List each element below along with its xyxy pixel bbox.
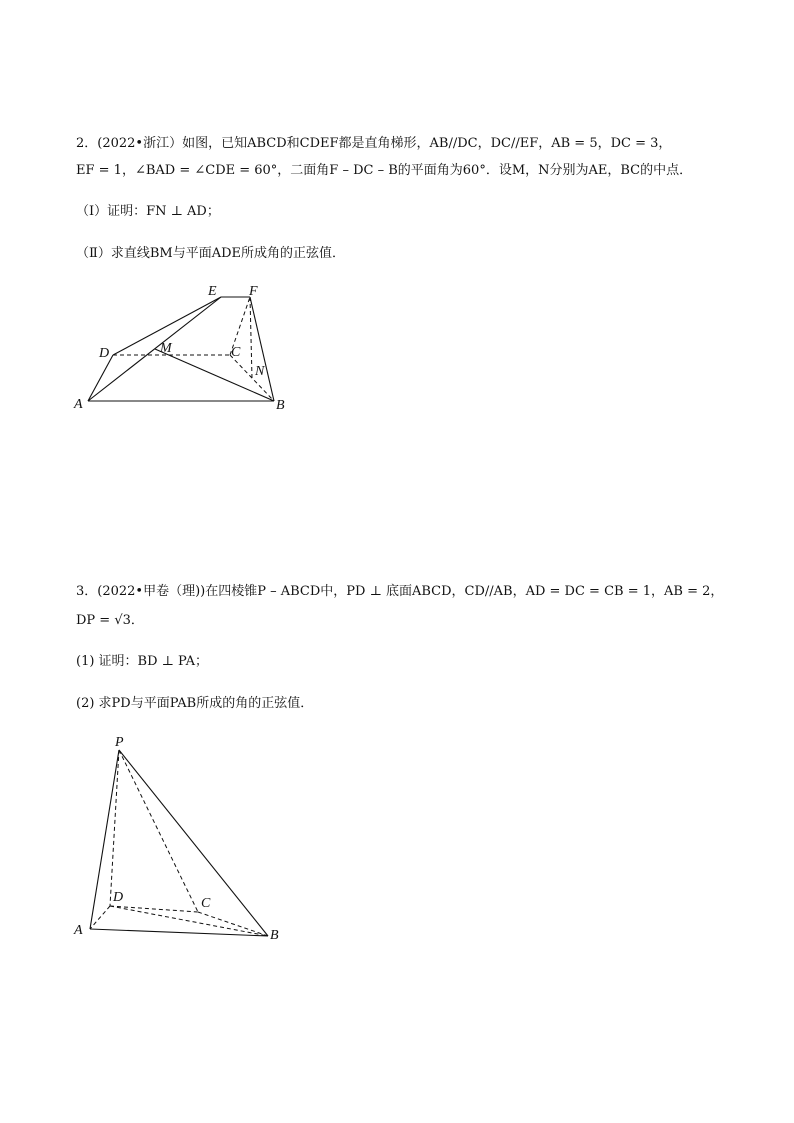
problem2-line2: EF = 1，∠BAD = ∠CDE = 60°，二面角F – DC – B的平面角为60°．设M，N分别为AE，BC的中点．: [76, 163, 693, 178]
label-C: C: [201, 896, 211, 911]
label-B: B: [276, 398, 285, 413]
problem3-line1: 3．(2022•甲卷（理))在四棱锥P – ABCD中，PD ⊥ 底面ABCD，CD//AB，AD = DC = CB = 1，AB = 2，: [76, 584, 724, 599]
problem3-part1: (1) 证明：BD ⊥ PA；: [76, 654, 208, 669]
problem2-part1: （Ⅰ）证明：FN ⊥ AD；: [76, 204, 220, 219]
label-A: A: [74, 923, 83, 938]
label-B: B: [270, 928, 279, 943]
label-D: D: [113, 890, 124, 905]
label-D: D: [99, 346, 110, 361]
label-N: N: [255, 364, 265, 379]
label-F: F: [249, 284, 258, 299]
problem3-part2: (2) 求PD与平面PAB所成的角的正弦值．: [76, 696, 314, 711]
problem2-line1: 2．(2022•浙江）如图，已知ABCD和CDEF都是直角梯形，AB//DC，DC//EF，AB = 5，DC = 3，: [76, 136, 672, 151]
problem3-line2: DP = √3．: [76, 613, 144, 628]
label-E: E: [208, 284, 217, 299]
figure-pyramid: [0, 725, 320, 955]
label-P: P: [115, 735, 124, 750]
label-A: A: [74, 397, 83, 412]
figure-trapezoid-solid: [0, 270, 320, 420]
label-M: M: [160, 341, 172, 356]
label-C: C: [231, 345, 241, 360]
problem2-part2: （Ⅱ）求直线BM与平面ADE所成角的正弦值．: [76, 246, 346, 261]
